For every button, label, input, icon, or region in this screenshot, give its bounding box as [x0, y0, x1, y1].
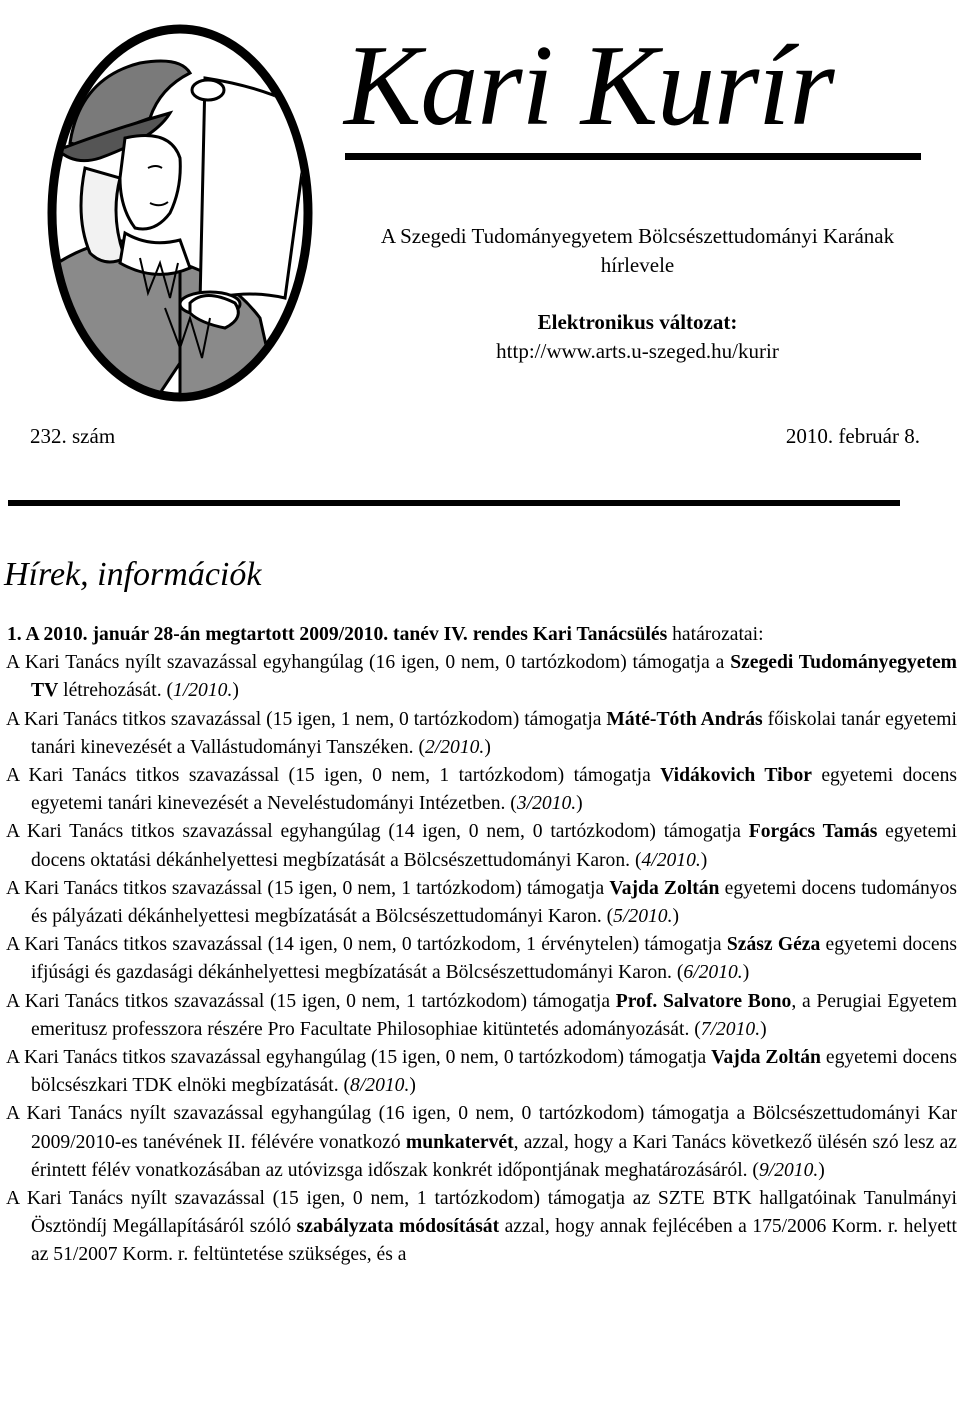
para-text: azzal, hogy annak fejlécében a 175/2006 Korm. r. helyett az 51/2007 Korm. r. feltüntetése szükséges, és a: [31, 1216, 957, 1266]
para-text: létrehozását. (: [58, 680, 174, 702]
resolution-paragraph: [6, 1100, 957, 1185]
resolution-ref: 9/2010.: [758, 1159, 819, 1181]
section-title: Hírek, információk: [4, 556, 262, 593]
electronic-edition: [345, 308, 930, 366]
para-text: ): [576, 793, 583, 815]
para-bold: Vajda Zoltán: [711, 1047, 821, 1069]
newsletter-subtitle: A Szegedi Tudományegyetem Bölcsészettudományi Karának hírlevele: [380, 224, 895, 277]
resolution-ref: 2/2010.: [425, 736, 485, 758]
para-text: A Kari Tanács nyílt szavazással egyhangúlag (16 igen, 0 nem, 0 tartózkodom) támogatja a: [6, 652, 731, 674]
para-text: A Kari Tanács titkos szavazással (15 igen, 0 nem, 1 tartózkodom) támogatja: [6, 990, 616, 1012]
para-text: egyetemi docens ifjúsági és gazdasági dékánhelyettesi megbízatását a Bölcsészettudományi Karon. (: [31, 934, 958, 984]
section-divider: [8, 500, 900, 506]
resolution-paragraph: [6, 1044, 957, 1100]
issue-date: 2010. február 8.: [785, 424, 920, 448]
resolution-paragraph: [6, 706, 957, 762]
para-text: ): [672, 906, 680, 928]
para-text: főiskolai tanár egyetemi tanári kinevezését a Vallástudományi Tanszéken. (: [31, 708, 957, 758]
para-bold: munkatervét: [405, 1131, 514, 1153]
resolution-ref: 8/2010.: [350, 1075, 410, 1097]
para-bold: Forgács Tamás: [748, 821, 878, 843]
para-text: A Kari Tanács titkos szavazással (15 igen, 1 nem, 0 tartózkodom) támogatja: [6, 708, 607, 730]
resolution-ref: 4/2010.: [641, 849, 701, 871]
para-text: A Kari Tanács titkos szavazással egyhangúlag (15 igen, 0 nem, 0 tartózkodom) támogatja: [6, 1047, 712, 1069]
para-bold: Szász Géza: [726, 934, 821, 956]
para-text: ): [484, 736, 491, 758]
para-text: A Kari Tanács titkos szavazással (15 igen, 0 nem, 1 tartózkodom) támogatja: [6, 877, 610, 899]
para-bold: Vidákovich Tibor: [660, 765, 812, 787]
article-body: [6, 621, 957, 1270]
para-bold: Prof. Salvatore Bono: [615, 990, 792, 1012]
para-text: ): [700, 849, 708, 871]
para-text: egyetemi docens tudományos és pályázati dékánhelyettesi megbízatását a Bölcsészettudományi Karon. (: [31, 877, 957, 928]
para-text: ): [818, 1159, 825, 1181]
para-text: egyetemi docens oktatási dékánhelyettesi megbízatását a Bölcsészettudományi Karon. (: [31, 821, 957, 871]
article-heading: [6, 621, 957, 649]
para-text: A Kari Tanács nyílt szavazással egyhangúlag (16 igen, 0 nem, 0 tartózkodom) támogatja a Bölcsészettudományi Kar 2009/2010-es tanévének II. félévére vonatkozó: [6, 1103, 957, 1153]
resolution-ref: 3/2010.: [516, 793, 577, 815]
para-text: egyetemi docens bölcsészkari TDK elnöki megbízatását. (: [31, 1047, 957, 1097]
title-underline: [345, 153, 921, 160]
para-text: ): [409, 1075, 416, 1097]
para-text: A Kari Tanács titkos szavazással (15 igen, 0 nem, 1 tartózkodom) támogatja: [6, 765, 661, 787]
resolution-paragraph: [6, 818, 957, 874]
resolution-ref: 1/2010.: [173, 680, 233, 702]
para-text: ): [232, 680, 239, 702]
resolution-ref: 7/2010.: [700, 1018, 761, 1040]
masthead: [0, 0, 960, 480]
resolution-paragraph: [6, 988, 957, 1044]
para-text: ): [742, 962, 750, 984]
para-bold: szabályzata módosítását: [296, 1216, 500, 1238]
para-text: egyetemi docens egyetemi tanári kinevezését a Neveléstudományi Intézetben. (: [31, 765, 957, 815]
para-text: A Kari Tanács titkos szavazással egyhangúlag (14 igen, 0 nem, 0 tartózkodom) támogatja: [6, 821, 749, 843]
heading-number: 1. A 2010. január 28-án megtartott 2009/2010. tanév IV. rendes: [7, 624, 533, 645]
resolution-paragraph: [6, 762, 957, 818]
para-bold: Vajda Zoltán: [609, 877, 720, 899]
edition-url[interactable]: http://www.arts.u-szeged.hu/kurir: [496, 339, 779, 363]
resolution-ref: 5/2010.: [613, 906, 673, 928]
town-crier-logo: [30, 18, 340, 408]
heading-rest: határozatai:: [667, 624, 764, 645]
edition-label: Elektronikus változat:: [537, 310, 738, 334]
para-text: A Kari Tanács nyílt szavazással (15 igen, 0 nem, 1 tartózkodom) támogatja az SZTE BTK hallgatóinak Tanulmányi Ösztöndíj Megállapításáról szóló: [6, 1188, 957, 1238]
issue-number: 232. szám: [30, 424, 116, 448]
resolution-paragraph: [6, 875, 957, 931]
para-text: , a Perugiai Egyetem emeritusz professzora részére Pro Facultate Philosophiae kitüntetés adományozását. (: [31, 990, 958, 1040]
newsletter-title: Kari Kurír: [344, 22, 834, 150]
heading-bold: Kari Tanácsülés: [532, 624, 668, 645]
para-text: A Kari Tanács titkos szavazással (14 igen, 0 nem, 0 tartózkodom, 1 érvénytelen) támogatja: [6, 934, 727, 956]
para-text: ): [760, 1018, 767, 1040]
para-text: , azzal, hogy a Kari Tanács következő ülésén szó lesz az érintett félév vonatkozásában az utóvizsga időszak konkrét időpontjának meghatározásáról. (: [31, 1131, 957, 1181]
resolution-paragraph: [6, 649, 957, 705]
resolution-ref: 6/2010.: [683, 962, 743, 984]
para-bold: Máté-Tóth András: [606, 708, 763, 730]
para-bold: Szegedi Tudományegyetem TV: [31, 652, 957, 702]
resolution-paragraph: [6, 931, 957, 987]
resolution-paragraph: [6, 1185, 957, 1270]
